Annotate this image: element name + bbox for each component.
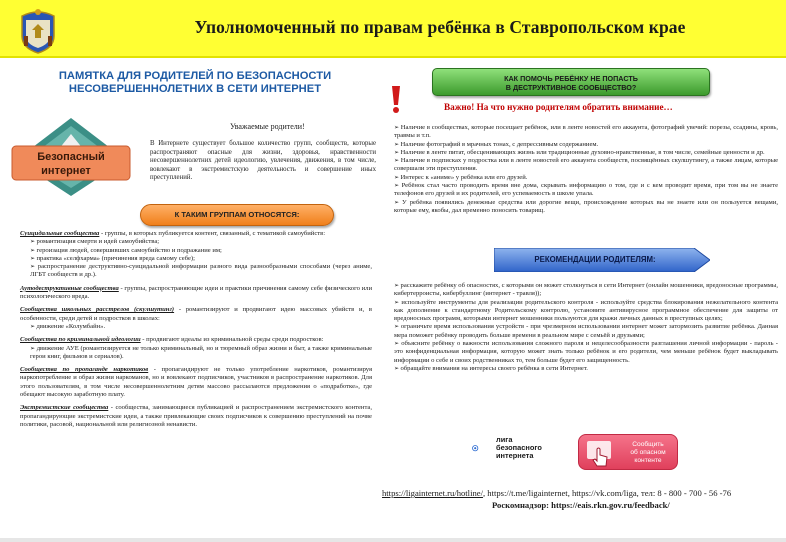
hotline-link[interactable]: https://ligainternet.ru/hotline/ [382, 488, 483, 498]
group-block [20, 230, 372, 280]
footer-links [382, 488, 782, 498]
liga-line3: интернета [496, 451, 534, 460]
footer-contacts: , https://t.me/ligainternet, https://vk.com/liga, тел: 8 - 800 - 700 - 56 -76 [482, 488, 732, 498]
group-item: ➢ движение АУЕ (романтизируется не только криминальный, но и тюремный образ жизни и быт, а также криминальные герои книг, фильмов и сериалов). [30, 345, 372, 362]
bottom-edge [0, 538, 786, 542]
left-column [8, 62, 380, 542]
warning-sign-item: ➢ Интерес к «аниме» у ребёнка или его друзей. [394, 174, 778, 182]
header-bar [0, 0, 786, 58]
warning-sign-item: ➢ Ребёнок стал часто проводить время вне дома, скрывать информацию о том, где и с кем проводит время, при том вы не знаете телефонов его друзей и их родителей, его успеваемость в школе упала. [394, 182, 778, 199]
warning-sign-item: ➢ У ребёнка появились денежные средства или дорогие вещи, происхождение которых вы не знаете или он пользуется вещами, которые ему, якобы, дал временно поносить товарищ. [394, 199, 778, 216]
recommendation-item: ➢ используйте инструменты для реализации родительского контроля - используйте средства блокирования нежелательного контента как дополнение к стандартному Родительскому контролю, установите антивирусное программное обеспечение для защиты от вредоносных программ, которыми интернет мошенники пользуются для кражи личных данных в преступных целях; [394, 299, 778, 324]
memo-title [20, 70, 370, 96]
group-term: Сообщества школьных расстрелов (скулшутинг) [20, 306, 175, 314]
group-block [20, 306, 372, 331]
header-title: Уполномоченный по правам ребёнка в Ставропольском крае [194, 17, 686, 37]
warning-sign-item: ➢ Наличие в сообществах, которые посещает ребёнок, или в ленте новостей его аккаунта, фотографий увечий: порезы, ссадины, кровь, травмы и т.п. [394, 124, 778, 141]
group-text: - пропагандируют не только употребление наркотиков, романтизируя наркопотребление и образ жизни наркоманов, но и вовлекают подписчиков, участников в распространение наркотиков. Для этого пользователям, в том числе несовершеннолетним детям массово рассылаются предложения о «подработке», где обещают высокую заработную плату. [20, 366, 372, 399]
group-text: - романтизируют и продвигают идею массовых убийств и, в особенности, среди детей и подростков в школах: [20, 306, 373, 322]
safe-logo-line1: Безопасный [37, 151, 105, 163]
memo-title-line1: ПАМЯТКА ДЛЯ РОДИТЕЛЕЙ ПО БЕЗОПАСНОСТИ [58, 70, 332, 82]
report-line2: об опасном [630, 449, 666, 456]
warning-heading: Важно! На что нужно родителям обратить внимание… [444, 102, 673, 112]
recommendations-title: РЕКОМЕНДАЦИИ РОДИТЕЛЯМ: [534, 255, 656, 264]
group-text: - сообщества, занимающиеся публикацией и распространением экстремистского контента, пропагандирующие экстремистские идеи, а также привлекающие своих подписчиков к совершению преступлений на почве политики, расовой, национальной или религиозной ненависти. [20, 404, 372, 428]
group-term: Аутодеструктивные сообщества [20, 284, 119, 292]
recommendation-item: ➢ ограничьте время использования устройств - при чрезмерном использовании интернет может затормозить развитие ребёнка. Данная мера поможет ребёнку проводить больше времени в реальном мире с семьёй и друзьями; [394, 323, 778, 340]
group-term: Сообщества по криминальной идеологии [20, 336, 141, 344]
report-button-label [619, 441, 677, 465]
stavropol-emblem-icon [18, 6, 58, 54]
recommendations-list [394, 282, 778, 373]
safe-logo-line2: интернет [41, 165, 91, 177]
roskomnadzor-link[interactable]: Роскомнадзор: https://eais.rkn.gov.ru/feedback/ [492, 500, 670, 510]
recommendation-item: ➢ объясните ребёнку о важности использования сложного пароля и нецелесообразности разглашения личной информации - пароль - это конфиденциальная информация, которую может знать только ребёнок и его родители, чем меньше ребёнок будет выкладывать информации о себе и своих родственниках то, тем больше будет его защищенность. [394, 340, 778, 365]
recommendation-item: ➢ расскажите ребёнку об опасностях, с которыми он может столкнуться в сети Интернет (онлайн мошенники, вредоносные программы, кибертерроисты, кибербуллинг (интернет - травля)); [394, 282, 778, 299]
recommendation-item: ➢ обращайте внимания на интересы своего ребёнка в сети Интернет. [394, 365, 778, 373]
group-term: Экстремистские сообщества [20, 404, 109, 412]
report-line1: Сообщить [632, 441, 664, 448]
group-block [20, 336, 372, 361]
group-item: ➢ романтизация смерти и идей самоубийства; [30, 238, 372, 246]
warning-sign-item: ➢ Наличие в подписках у подростка или в ленте новостей его аккаунта сообществ, посвящённых скулшутингу, а также лицам, которые совершали эти преступления. [394, 157, 778, 174]
group-item: ➢ героизация людей, совершивших самоубийство и подражание им; [30, 247, 372, 255]
group-item: ➢ распространение деструктивно-суицидальной информации разного вида разнообразными способами (через аниме, ЛГБТ сообществ и др.). [30, 263, 372, 280]
group-item: ➢ движение «Колумбайн». [30, 323, 372, 331]
safe-internet-logo [10, 114, 132, 200]
right-column [382, 62, 784, 542]
memo-title-line2: НЕСОВЕРШЕННОЛЕТНИХ В СЕТИ ИНТЕРНЕТ [68, 83, 322, 95]
group-text: - продвигают идеалы из криминальной среды среди подростков: [140, 336, 324, 344]
warning-sign-item: ➢ Наличие в ленте питат, обесценивающих жизнь или традиционные духовно-нравственные, в том числе, семейные ценности и др. [394, 149, 778, 157]
how-to-help-line1: КАК ПОМОЧЬ РЕБЁНКУ НЕ ПОПАСТЬ [504, 74, 638, 83]
group-text: - группы, в которых публикуется контент, связанный, с тематикой самоубийств: [99, 230, 326, 237]
group-block [20, 285, 372, 302]
exclamation-icon [388, 86, 404, 114]
hand-pointer-icon [585, 439, 613, 467]
liga-logo-text [496, 436, 542, 460]
warning-sign-item: ➢ Наличие фотографий в мрачных тонах, с депрессивным содержанием. [394, 141, 778, 149]
group-block [20, 366, 372, 399]
liga-logo-icon [472, 434, 496, 464]
group-term: Сообщества по пропаганде наркотиков [20, 366, 149, 374]
greeting: Уважаемые родители! [230, 122, 305, 131]
liga-line2: безопасного [496, 443, 542, 452]
report-content-button[interactable] [578, 434, 678, 470]
how-to-help-button[interactable] [432, 68, 710, 96]
how-to-help-line2: В ДЕСТРУКТИВНОЕ СООБЩЕСТВО? [505, 83, 637, 92]
warning-signs-list [394, 124, 778, 215]
intro-text: В Интернете существует большое количество групп, сообществ, которые распространяют опасные для жизни, здоровья, нравственности несовершеннолетних детей идеологию, увлечения, движения, в том числе, вовлекают в экстремистскую деятельность и совершение иных преступлений. [150, 140, 376, 182]
report-line3: контенте [634, 457, 662, 464]
group-term: Суицидальные сообщества [20, 230, 100, 237]
groups-list [20, 230, 372, 434]
liga-line1: лига [496, 435, 513, 444]
group-block [20, 404, 372, 429]
group-text: - группы, распространяющие идеи и практики причинения самому себе физического или психологического вреда. [20, 284, 372, 301]
groups-heading-button[interactable]: К ТАКИМ ГРУППАМ ОТНОСЯТСЯ: [140, 204, 334, 226]
group-item: ➢ практика «селфхарма» (причинения вреда самому себе); [30, 255, 372, 263]
